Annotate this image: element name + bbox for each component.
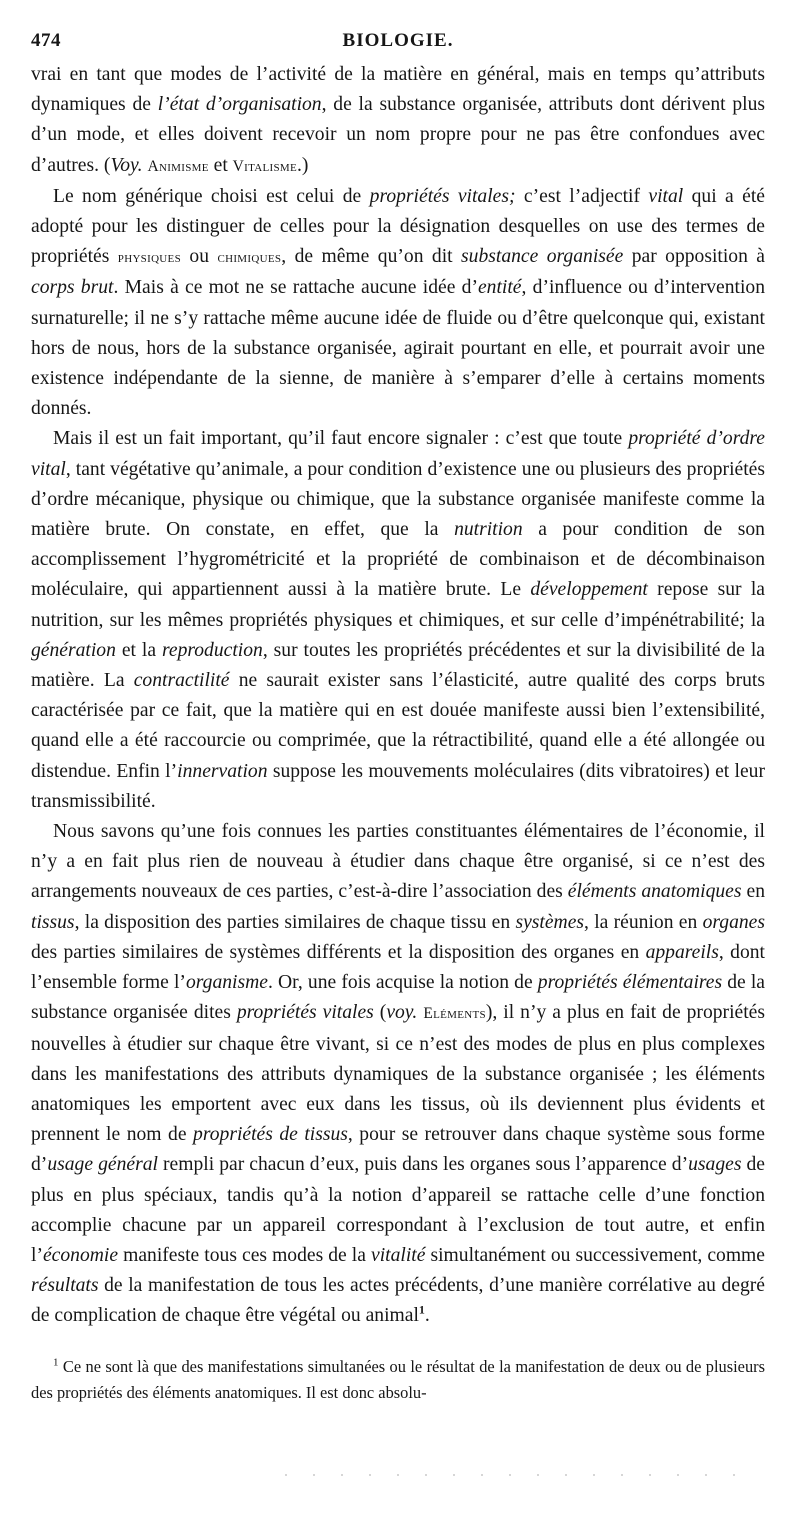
italic-term: vitalité (371, 1244, 426, 1266)
italic-term: propriétés vitales; (369, 185, 516, 207)
text-run: des parties similaires de systèmes différents et la disposition des organes en (31, 941, 646, 963)
text-run: . Mais à ce mot ne se rattache aucune idée d’ (113, 277, 478, 299)
text-run: c’est l’adjectif (515, 185, 649, 207)
italic-term: Voy. (110, 154, 143, 176)
text-run: ne saurait exister sans l’élasticité, autre qualité des corps bruts caractérisée par ce fait, que la matière qui en est douée manifeste aussi bien l’extensibilité, quand elle a été raccourcie ou comprimée, que la rétractibilité, quand elle a été allongée ou distendue. Enfin l’ (31, 670, 765, 782)
text-run: , de la substance organisée, attributs dont dérivent plus d’un mode, et elles doivent recevoir un nom propre pour ne pas être confondues avec d’autres. ( (31, 94, 765, 176)
text-run: ou (181, 246, 218, 268)
text-run: manifeste tous ces modes de la (118, 1244, 371, 1266)
paragraph (31, 182, 765, 425)
italic-term: appareils (645, 941, 719, 963)
italic-term: innervation (177, 760, 268, 782)
text-run: , la réunion en (584, 911, 703, 933)
italic-term: substance organisée (461, 246, 624, 268)
text-run: a pour condition de son accomplissement l’hygrométricité et la propriété de combinaison et de décombinaison moléculaire, qui appartiennent aussi à la matière brute. Le (31, 519, 765, 601)
italic-term: nutrition (454, 519, 523, 541)
text-run: de plus en plus spéciaux, tandis qu’à la notion d’appareil se rattache celle d’une fonction accomplie chacune par un appareil correspondant à l’exclusion de tout autre, et enfin l’ (31, 1154, 765, 1266)
text-run: , dont l’ensemble forme l’ (31, 941, 765, 994)
italic-term: résultats (31, 1275, 99, 1297)
italic-term: organisme (185, 972, 268, 994)
cross-reference: Animisme (147, 157, 209, 175)
scan-dust (285, 1474, 745, 1476)
italic-term: propriété d’ordre vital (31, 428, 765, 480)
text-run: , la disposition des parties similaires de chaque tissu en (74, 911, 516, 933)
italic-term: propriétés vitales (236, 1002, 374, 1024)
italic-term: économie (42, 1244, 119, 1266)
italic-term: propriétés élémentaires (537, 972, 723, 994)
running-header (31, 30, 765, 56)
cross-reference: physiques (117, 249, 181, 267)
text-run: . (424, 1305, 430, 1327)
text-run: , tant végétative qu’animale, a pour condition d’existence une ou plusieurs des propriétés d’ordre mécanique, physique ou chimique, que la substance organisée manifeste comme la matière brute. On constate, en effet, que la (31, 458, 765, 541)
italic-term: reproduction (161, 639, 263, 661)
text-run: en (741, 881, 765, 903)
italic-term: systèmes (515, 911, 585, 933)
italic-term: l’état d’organisation (157, 94, 322, 116)
footnote-text: Ce ne sont là que des manifestations simultanées ou le résultat de la manifestation de deux ou de plusieurs des propriétés des éléments anatomiques. Il est donc absolu- (31, 1356, 765, 1402)
italic-term: entité (477, 277, 522, 299)
italic-term: organes (702, 911, 766, 933)
italic-term: développement (530, 579, 648, 601)
italic-term: génération (31, 639, 116, 661)
text-run: de la substance organisée dites (31, 972, 765, 1024)
text-run: rempli par chacun d’eux, puis dans les organes sous l’apparence d’ (157, 1154, 689, 1176)
italic-term: tissus (31, 911, 75, 933)
cross-reference: chimiques (217, 249, 282, 267)
italic-term: voy. (386, 1002, 418, 1024)
text-run: Nous savons qu’une fois connues les parties constituantes élémentaires de l’économie, il n’y a en fait plus rien de nouveau à étudier dans chaque être organisé, si ce n’est des arrangements nouveaux de ces parties, c’est-à-dire l’association des (31, 821, 765, 903)
italic-term: corps brut (31, 277, 114, 299)
italic-term: contractilité (133, 670, 230, 692)
text-run: suppose les mouvements moléculaires (dits vibratoires) et leur transmissibilité. (31, 760, 765, 812)
text-run: simultanément ou successivement, comme (425, 1244, 765, 1266)
italic-term: usage général (47, 1154, 158, 1176)
text-run: de la manifestation de tous les actes précédents, d’une manière corrélative au degré de complication de chaque être végétal ou animal (31, 1275, 765, 1327)
text-run: Mais il est un fait important, qu’il faut encore signaler : c’est que toute (53, 428, 629, 450)
cross-reference: Eléments (423, 1005, 486, 1023)
text-run: , de même qu’on dit (281, 246, 462, 268)
cross-reference: Vitalisme (232, 157, 297, 175)
text-run: , sur toutes les propriétés précédentes et sur la divisibilité de la matière. La (31, 639, 765, 692)
page-number: 474 (31, 30, 61, 51)
article-body (31, 60, 765, 1332)
text-run: .) (297, 154, 309, 176)
text-run: , pour se retrouver dans chaque système sous forme d’ (31, 1124, 765, 1176)
italic-term: propriétés de tissus (193, 1124, 348, 1146)
italic-term: éléments anatomiques (567, 881, 742, 903)
text-run: et la (115, 639, 162, 661)
paragraph (31, 424, 765, 817)
running-title: BIOLOGIE. (342, 30, 454, 51)
text-run: ), il n’y a plus en fait de propriétés nouvelles à étudier sur chaque être vivant, si ce n’est des modes de plus en plus complexes dans les manifestations des attributs dynamiques de la substance organisée ; les éléments anatomiques les emportent avec eux dans les tissus, où ils deviennent plus évidents et prennent le nom de (31, 1002, 765, 1146)
text-run: vrai en tant que modes de l’activité de la matière en général, mais en temps qu’attributs dynamiques de (31, 64, 765, 116)
footnote-marker: 1 (53, 1356, 59, 1369)
italic-term: usages (688, 1154, 742, 1176)
page (31, 30, 765, 1406)
italic-term: vital (648, 185, 684, 207)
text-run: et (208, 154, 233, 176)
footnote-reference: 1 (418, 1302, 425, 1317)
text-run: , d’influence ou d’intervention surnaturelle; il ne s’y rattache même aucune idée de fluide ou d’être quelconque qui, existant hors de nous, hors de la substance organisée, agirait pourtant en elle, et pourrait avoir une existence indépendante de la sienne, de manière à s’emparer d’elle à certains moments donnés. (31, 277, 766, 420)
text-run: Le nom générique choisi est celui de (53, 185, 370, 207)
footnote (31, 1354, 765, 1406)
text-run: ( (373, 1002, 387, 1024)
paragraph (31, 817, 765, 1331)
paragraph (31, 60, 765, 182)
text-run: . Or, une fois acquise la notion de (267, 972, 538, 994)
text-run: qui a été adopté pour les distinguer de celles pour la désignation desquelles on use des termes de propriétés (31, 185, 765, 268)
text-run: par opposition à (623, 246, 765, 268)
text-run: repose sur la nutrition, sur les mêmes propriétés physiques et chimiques, et sur celle d’impénétrabilité; la (31, 579, 766, 631)
